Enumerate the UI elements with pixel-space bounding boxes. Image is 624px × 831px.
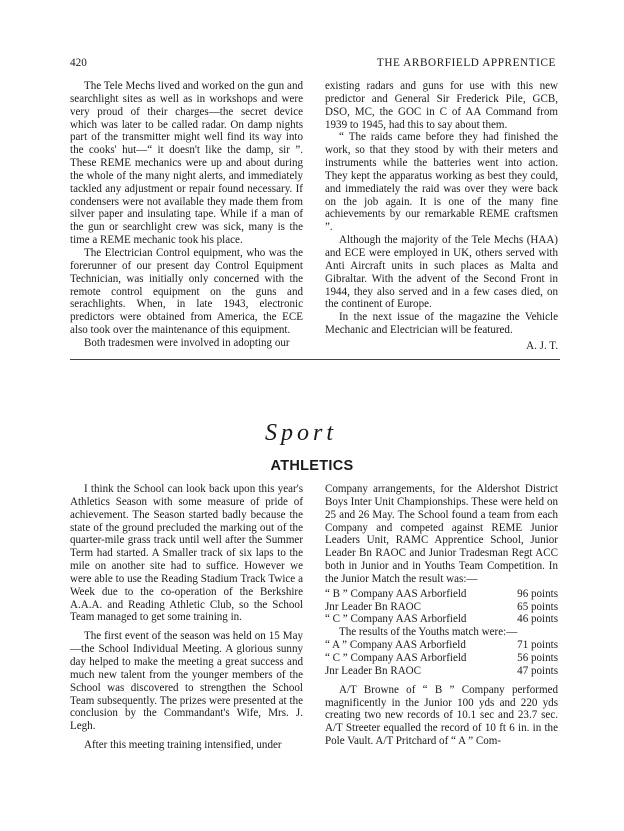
- youths-results-heading: The results of the Youths match were:—: [339, 626, 518, 639]
- result-team: “ B ” Company AAS Arborfield: [325, 587, 467, 600]
- article-paragraph: Although the majority of the Tele Mechs (HAA) and ECE were employed in UK, others served with Anti Aircraft units in such places as Malta and Gibraltar. With the advent of the Second Front in 1944, they also served and in a few cases died, on the continent of Europe.: [325, 234, 558, 311]
- result-row: [325, 639, 558, 652]
- article-paragraph: The Tele Mechs lived and worked on the gun and searchlight sites as well as in workshops and were very proud of their charges—the secret device which was later to be called radar. On damp nights part of the transmitter might well find its way into the cooks' hut—“ it doesn't like the damp, sir ”. These REME mechanics were up and about during the whole of the many night alerts, and immediately tackled any adjustment or repair found necessary. If condensers were not available they made them from silver paper and insulating tape. While if a man of the gun or searchlight crew was sick, many is the time a REME mechanic took his place.: [70, 80, 303, 247]
- athletics-paragraph: The first event of the season was held on 15 May—the School Individual Meeting. A glorious sunny day helped to make the meeting a great success and much new talent from the younger members of the School was discovered to strengthen the School Team subsequently. The prizes were presented at the conclusion by the Commandant's Wife, Mrs. J. Legh.: [70, 630, 303, 733]
- result-points: 65 points: [517, 600, 558, 613]
- article-paragraph: “ The raids came before they had finished the work, so that they stood by with their meters and instruments while the batteries went into action. They kept the apparatus working as best they could, and immediately the raid was over they were back on the job again. It is one of the many fine achievements by our remarkable REME craftsmen ”.: [325, 131, 558, 234]
- page-number: 420: [70, 57, 87, 69]
- result-points: 46 points: [517, 613, 558, 626]
- sport-heading: [0, 378, 624, 458]
- article-right-column: [325, 80, 558, 353]
- article-signature: A. J. T.: [526, 339, 558, 352]
- result-points: 56 points: [517, 651, 558, 664]
- athletics-paragraph: A/T Browne of “ B ” Company performed magnificently in the Junior 100 yds and 220 yds creating two new records of 10.1 sec and 23.7 sec. A/T Streeter equalled the record of 10 ft 6 in. in the Pole Vault. A/T Pritchard of “ A ” Com-: [325, 683, 558, 748]
- section-divider: [70, 359, 560, 360]
- result-row: [325, 601, 558, 614]
- result-points: 71 points: [517, 639, 558, 652]
- result-row: [325, 652, 558, 665]
- athletics-left-column: [70, 483, 303, 752]
- sport-heading-text: Sport: [265, 420, 338, 446]
- result-team: “ A ” Company AAS Arborfield: [325, 639, 466, 652]
- journal-title: THE ARBORFIELD APPRENTICE: [376, 57, 556, 69]
- result-row: [325, 588, 558, 601]
- page-header: [70, 57, 556, 73]
- article-paragraph: In the next issue of the magazine the Vehicle Mechanic and Electrician will be featured.: [325, 311, 558, 337]
- result-row: [325, 665, 558, 678]
- result-team: “ C ” Company AAS Arborfield: [325, 651, 467, 664]
- article-paragraph: existing radars and guns for use with this new predictor and General Sir Frederick Pile, GCB, DSO, MC, the GOC in C of AA Command from 1939 to 1945, had this to say about them.: [325, 80, 558, 131]
- athletics-paragraph: I think the School can look back upon this year's Athletics Season with some measure of pride of achievement. The Season started badly because the state of the ground precluded the marking out of the quarter-mile grass track until well after the Summer Term had started. A Smaller track of six laps to the mile on another site had to suffice. However we were able to use the Reading Stadium Track Twice a Week due to the co-operation of the Berkshire A.A.A. and Reading Athletic Club, so the School Team managed to get some training in.: [70, 483, 303, 624]
- athletics-paragraph: After this meeting training intensified, under: [84, 739, 282, 752]
- result-points: 96 points: [517, 587, 558, 600]
- junior-results-list: [325, 588, 558, 627]
- result-row: [325, 613, 558, 626]
- article-paragraph: Both tradesmen were involved in adopting our: [84, 336, 290, 349]
- athletics-right-column: [325, 483, 558, 748]
- result-team: Jnr Leader Bn RAOC: [325, 600, 422, 613]
- result-team: “ C ” Company AAS Arborfield: [325, 613, 467, 626]
- athletics-title: ATHLETICS: [270, 458, 354, 474]
- article-paragraph: The Electrician Control equipment, who was the forerunner of our present day Control Equipment Technician, was initially only concerned with the remote control equipment on the guns and serachlights. When, in late 1943, electronic predictors were obtained from America, the ECE also took over the maintenance of this equipment.: [70, 246, 303, 337]
- article-left-column: [70, 80, 303, 350]
- result-team: Jnr Leader Bn RAOC: [325, 664, 422, 677]
- athletics-paragraph: Company arrangements, for the Aldershot District Boys Inter Unit Championships. These were held on 25 and 26 May. The School found a team from each Company and competed against REME Junior Leaders Unit, RAMC Apprentice School, Junior Leader Bn RAOC and Junior Tradesman Regt ACC both in Junior and in Youths Team Competition. In the Junior Match the result was:—: [325, 483, 558, 585]
- result-points: 47 points: [517, 664, 558, 677]
- youths-results-list: [325, 639, 558, 678]
